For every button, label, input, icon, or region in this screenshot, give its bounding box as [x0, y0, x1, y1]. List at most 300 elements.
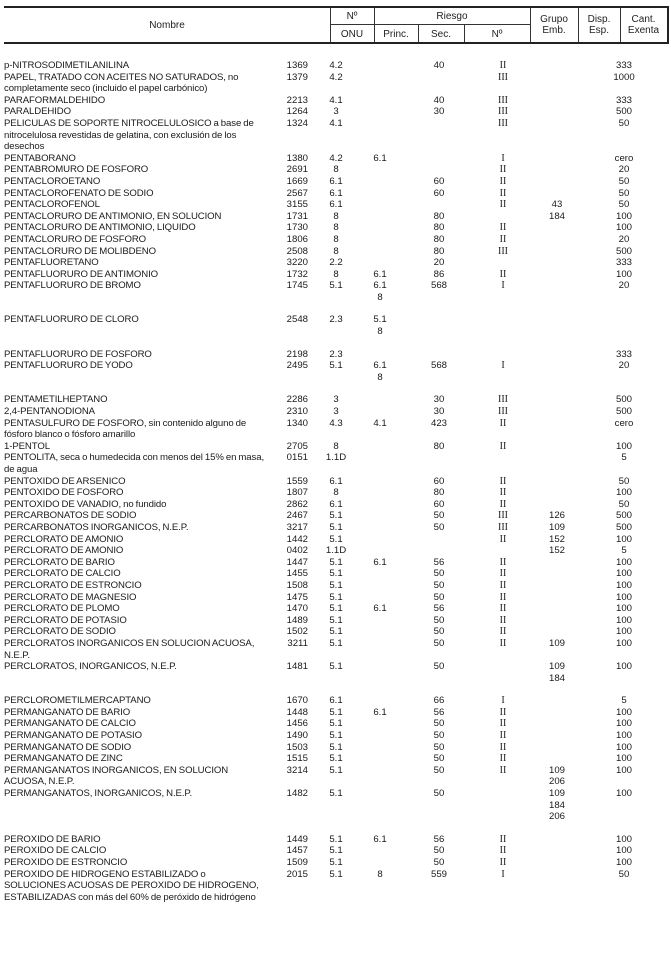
table-row — [4, 534, 667, 546]
cell-riesgo-no: 50 — [433, 521, 445, 533]
table-row — [4, 730, 667, 742]
cell-nombre: PENTACLORURO DE ANTIMONIO, EN SOLUCION — [4, 210, 222, 222]
cell-grupo-emb: II — [499, 603, 507, 615]
cell-onu: 1730 — [286, 222, 308, 234]
cell-nombre: PERMANGANATO DE SODIO — [4, 741, 132, 753]
cell-onu: 3155 — [286, 199, 308, 211]
cell-nombre: PERCLORATO DE ESTRONCIO — [4, 579, 142, 591]
cell-grupo-emb: II — [499, 637, 507, 649]
cell-nombre: PEROXIDO DE HIDROGENO ESTABILIZADO o SOLUCIONES ACUOSAS DE PEROXIDO DE HIDROGENO, ESTABILIZADAS con más del 60% de peróxido de hidrógeno — [4, 868, 259, 903]
cell-cant-exenta: 100 — [615, 603, 632, 615]
table-row — [4, 545, 667, 557]
cell-onu: 1731 — [286, 210, 308, 222]
cell-nombre: PERCLORATO DE POTASIO — [4, 614, 127, 626]
cell-onu: 1559 — [286, 475, 308, 487]
cell-grupo-emb: II — [499, 626, 507, 638]
cell-riesgo-no: 80 — [433, 245, 445, 257]
header-no: Nº — [346, 10, 358, 22]
cell-grupo-emb: II — [499, 556, 507, 568]
cell-riesgo-princ: 2.2 — [329, 257, 343, 269]
cell-onu: 1807 — [286, 487, 308, 499]
cell-riesgo-sec: 6.1 — [373, 833, 387, 845]
cell-grupo-emb: II — [499, 533, 507, 545]
cell-riesgo-sec: 6.1 8 — [373, 360, 387, 383]
cell-riesgo-no: 60 — [433, 187, 445, 199]
header-princ: Princ. — [383, 28, 409, 40]
cell-riesgo-princ: 3 — [333, 106, 339, 118]
cell-grupo-emb: III — [498, 406, 508, 418]
cell-onu: 1379 — [286, 71, 308, 83]
table-row — [4, 857, 667, 869]
cell-onu: 2198 — [286, 348, 308, 360]
cell-grupo-emb: II — [499, 845, 507, 857]
table-row — [4, 522, 667, 534]
table-row — [4, 834, 667, 846]
cell-onu: 1515 — [286, 753, 308, 765]
cell-riesgo-princ: 5.1 — [329, 556, 343, 568]
cell-nombre: PENTACLOROFENATO DE SODIO — [4, 187, 154, 199]
cell-nombre: 1-PENTOL — [4, 440, 50, 452]
cell-riesgo-no: 50 — [433, 591, 445, 603]
cell-onu: 1732 — [286, 268, 308, 280]
table-row — [4, 188, 667, 200]
table-row — [4, 418, 667, 441]
cell-riesgo-no: 20 — [433, 257, 445, 269]
cell-grupo-emb: II — [499, 487, 507, 499]
cell-riesgo-princ: 5.1 — [329, 833, 343, 845]
cell-onu: 1509 — [286, 857, 308, 869]
cell-grupo-emb: III — [498, 117, 508, 129]
cell-riesgo-no: 50 — [433, 510, 445, 522]
cell-cant-exenta: 50 — [618, 117, 630, 129]
cell-onu: 1264 — [286, 106, 308, 118]
table-row — [4, 280, 667, 303]
cell-riesgo-princ: 6.1 — [329, 475, 343, 487]
cell-disp-esp: 109 — [548, 521, 565, 533]
cell-riesgo-princ: 5.1 — [329, 510, 343, 522]
cell-grupo-emb: II — [499, 164, 507, 176]
header-grupo: Grupo — [540, 14, 568, 25]
cell-onu: 1324 — [286, 117, 308, 129]
header-exenta: Exenta — [627, 25, 660, 36]
cell-riesgo-sec: 6.1 — [373, 603, 387, 615]
table-row — [4, 257, 667, 269]
cell-riesgo-sec: 6.1 — [373, 268, 387, 280]
cell-cant-exenta: 5 — [621, 695, 627, 707]
table-row — [4, 222, 667, 234]
cell-riesgo-sec: 4.1 — [373, 417, 387, 429]
cell-nombre: PENTASULFURO DE FOSFORO, sin contenido alguno de fósforo blanco o fósforo amarillo — [4, 417, 247, 441]
cell-riesgo-princ: 8 — [333, 222, 339, 234]
table-header — [4, 6, 669, 44]
table-row — [4, 487, 667, 499]
table-row — [4, 592, 667, 604]
table-row — [4, 707, 667, 719]
table-row — [4, 60, 667, 72]
cell-cant-exenta: 100 — [615, 764, 632, 776]
cell-disp-esp: 126 — [548, 510, 565, 522]
cell-cant-exenta: 50 — [618, 498, 630, 510]
cell-nombre: PERMANGANATO DE CALCIO — [4, 718, 136, 730]
cell-riesgo-princ: 5.1 — [329, 868, 343, 880]
cell-riesgo-no: 40 — [433, 94, 445, 106]
cell-nombre: PENTABROMURO DE FOSFORO — [4, 164, 149, 176]
cell-riesgo-princ: 4.2 — [329, 71, 343, 83]
cell-riesgo-princ: 6.1 — [329, 498, 343, 510]
cell-onu: 1481 — [286, 661, 308, 673]
cell-riesgo-no: 80 — [433, 233, 445, 245]
cell-cant-exenta: 5 — [621, 545, 627, 557]
cell-riesgo-no: 50 — [433, 718, 445, 730]
cell-nombre: PENTAFLUORURO DE ANTIMONIO — [4, 268, 158, 280]
cell-onu: 1806 — [286, 233, 308, 245]
cell-riesgo-princ: 5.1 — [329, 788, 343, 800]
cell-grupo-emb: II — [499, 440, 507, 452]
cell-onu: 1502 — [286, 626, 308, 638]
cell-riesgo-no: 56 — [433, 833, 445, 845]
cell-cant-exenta: 20 — [618, 280, 630, 292]
cell-onu: 2705 — [286, 440, 308, 452]
cell-riesgo-no: 50 — [433, 579, 445, 591]
cell-riesgo-princ: 4.2 — [329, 60, 343, 71]
table-row — [4, 718, 667, 730]
cell-riesgo-sec: 6.1 — [373, 556, 387, 568]
cell-nombre: PENTAMETILHEPTANO — [4, 394, 108, 406]
cell-grupo-emb: III — [498, 394, 508, 406]
table-row — [4, 742, 667, 754]
table-body — [4, 60, 667, 903]
cell-onu: 2508 — [286, 245, 308, 257]
cell-nombre: PERCLORATO DE CALCIO — [4, 568, 121, 580]
table-row — [4, 788, 667, 823]
cell-nombre: PEROXIDO DE ESTRONCIO — [4, 857, 128, 869]
cell-nombre: PENTACLORURO DE FOSFORO — [4, 233, 147, 245]
cell-grupo-emb: III — [498, 521, 508, 533]
cell-grupo-emb: III — [498, 94, 508, 106]
cell-nombre: PERCLORATO DE PLOMO — [4, 603, 120, 615]
cell-nombre: PENTOXIDO DE ARSENICO — [4, 475, 126, 487]
cell-riesgo-princ: 5.1 — [329, 614, 343, 626]
cell-riesgo-princ: 1.1D — [325, 545, 347, 557]
cell-riesgo-no: 80 — [433, 440, 445, 452]
cell-grupo-emb: II — [499, 591, 507, 603]
cell-riesgo-sec: 6.1 — [373, 706, 387, 718]
table-row — [4, 499, 667, 511]
cell-riesgo-princ: 8 — [333, 245, 339, 257]
header-sec: Sec. — [430, 28, 451, 40]
cell-cant-exenta: 100 — [615, 626, 632, 638]
cell-riesgo-princ: 8 — [333, 440, 339, 452]
header-nombre: Nombre — [149, 19, 185, 31]
cell-nombre: PENTAFLUORURO DE BROMO — [4, 280, 141, 292]
cell-grupo-emb: III — [498, 510, 508, 522]
cell-grupo-emb: III — [498, 245, 508, 257]
table-row — [4, 360, 667, 383]
cell-riesgo-princ: 8 — [333, 233, 339, 245]
cell-cant-exenta: 100 — [615, 568, 632, 580]
cell-cant-exenta: 100 — [615, 718, 632, 730]
table-row — [4, 72, 667, 95]
cell-riesgo-princ: 5.1 — [329, 603, 343, 615]
cell-riesgo-princ: 6.1 — [329, 695, 343, 707]
cell-riesgo-no: 30 — [433, 394, 445, 406]
cell-nombre: PENTACLORURO DE ANTIMONIO, LIQUIDO — [4, 222, 196, 234]
table-row — [4, 476, 667, 488]
cell-onu: 1669 — [286, 175, 308, 187]
table-row — [4, 638, 667, 661]
cell-cant-exenta: 50 — [618, 175, 630, 187]
cell-cant-exenta: 100 — [615, 579, 632, 591]
table-row — [4, 406, 667, 418]
cell-grupo-emb: I — [501, 152, 505, 164]
cell-onu: 2495 — [286, 360, 308, 372]
cell-cant-exenta: 100 — [615, 788, 632, 800]
table-row — [4, 452, 667, 475]
cell-riesgo-no: 50 — [433, 614, 445, 626]
cell-riesgo-princ: 4.1 — [329, 117, 343, 129]
cell-riesgo-no: 559 — [430, 868, 447, 880]
cell-grupo-emb: II — [499, 498, 507, 510]
cell-disp-esp: 152 — [548, 545, 565, 557]
cell-cant-exenta: 100 — [615, 210, 632, 222]
cell-riesgo-no: 56 — [433, 706, 445, 718]
cell-grupo-emb: I — [501, 280, 505, 292]
cell-nombre: PERCLORATO DE SODIO — [4, 626, 116, 638]
cell-onu: 3220 — [286, 257, 308, 269]
cell-onu: 1456 — [286, 718, 308, 730]
cell-cant-exenta: cero — [614, 417, 634, 429]
cell-cant-exenta: 500 — [615, 394, 632, 406]
cell-onu: 1340 — [286, 417, 308, 429]
table-row — [4, 580, 667, 592]
cell-riesgo-princ: 5.1 — [329, 706, 343, 718]
cell-riesgo-princ: 5.1 — [329, 360, 343, 372]
cell-riesgo-princ: 5.1 — [329, 857, 343, 869]
cell-onu: 1475 — [286, 591, 308, 603]
cell-cant-exenta: 500 — [615, 510, 632, 522]
cell-onu: 2862 — [286, 498, 308, 510]
cell-riesgo-sec: 8 — [377, 868, 383, 880]
cell-cant-exenta: cero — [614, 152, 634, 164]
cell-cant-exenta: 100 — [615, 487, 632, 499]
cell-onu: 1470 — [286, 603, 308, 615]
cell-cant-exenta: 100 — [615, 222, 632, 234]
cell-grupo-emb: II — [499, 175, 507, 187]
cell-cant-exenta: 100 — [615, 845, 632, 857]
table-row — [4, 164, 667, 176]
cell-riesgo-no: 40 — [433, 60, 445, 71]
cell-onu: 2467 — [286, 510, 308, 522]
cell-cant-exenta: 333 — [615, 257, 632, 269]
cell-riesgo-no: 80 — [433, 210, 445, 222]
cell-grupo-emb: III — [498, 71, 508, 83]
cell-nombre: PARALDEHIDO — [4, 106, 71, 118]
cell-onu: 1508 — [286, 579, 308, 591]
cell-onu: 1670 — [286, 695, 308, 707]
cell-riesgo-no: 50 — [433, 764, 445, 776]
table-row — [4, 394, 667, 406]
cell-nombre: PELICULAS DE SOPORTE NITROCELULOSICO a base de nitrocelulosa revestidas de gelatina, con exclusión de los desechos — [4, 117, 254, 153]
cell-grupo-emb: II — [499, 730, 507, 742]
cell-cant-exenta: 50 — [618, 475, 630, 487]
cell-cant-exenta: 100 — [615, 591, 632, 603]
cell-grupo-emb: II — [499, 417, 507, 429]
table-row — [4, 568, 667, 580]
cell-riesgo-no: 50 — [433, 741, 445, 753]
cell-riesgo-princ: 4.3 — [329, 417, 343, 429]
cell-riesgo-sec: 5.1 8 — [373, 314, 387, 338]
cell-riesgo-princ: 5.1 — [329, 730, 343, 742]
cell-riesgo-princ: 2.3 — [329, 314, 343, 326]
cell-grupo-emb: I — [501, 695, 505, 707]
cell-cant-exenta: 100 — [615, 741, 632, 753]
cell-cant-exenta: 333 — [615, 348, 632, 360]
cell-cant-exenta: 1000 — [613, 71, 635, 83]
cell-nombre: PENTOXIDO DE VANADIO, no fundido — [4, 498, 167, 510]
table-row — [4, 441, 667, 453]
cell-riesgo-no: 50 — [433, 788, 445, 800]
header-grupo-emb — [530, 10, 578, 40]
cell-nombre: PENTAFLUORURO DE CLORO — [4, 314, 139, 326]
cell-riesgo-no: 80 — [433, 222, 445, 234]
cell-riesgo-no: 50 — [433, 661, 445, 673]
cell-riesgo-princ: 1.1D — [325, 452, 347, 464]
cell-riesgo-sec: 6.1 8 — [373, 280, 387, 303]
cell-nombre: PERCLORATO DE MAGNESIO — [4, 591, 137, 603]
divider — [330, 24, 530, 25]
cell-grupo-emb: II — [499, 475, 507, 487]
table-row — [4, 246, 667, 258]
cell-cant-exenta: 500 — [615, 521, 632, 533]
cell-riesgo-princ: 5.1 — [329, 280, 343, 292]
cell-nombre: PERMANGANATOS, INORGANICOS, N.E.P. — [4, 788, 193, 800]
cell-nombre: PENTACLORURO DE MOLIBDENO — [4, 245, 156, 257]
header-riesgo-no: Nº — [491, 28, 503, 40]
cell-cant-exenta: 333 — [615, 60, 632, 71]
cell-nombre: PEROXIDO DE CALCIO — [4, 845, 107, 857]
cell-nombre: PERMANGANATOS INORGANICOS, EN SOLUCION ACUOSA, N.E.P. — [4, 764, 229, 788]
cell-cant-exenta: 100 — [615, 556, 632, 568]
table-row — [4, 349, 667, 361]
cell-riesgo-no: 50 — [433, 568, 445, 580]
cell-nombre: PENTABORANO — [4, 152, 76, 164]
cell-nombre: PENTAFLUORURO DE YODO — [4, 360, 133, 372]
cell-riesgo-princ: 5.1 — [329, 764, 343, 776]
cell-nombre: PERMANGANATO DE ZINC — [4, 753, 123, 765]
cell-nombre: PERCLOROMETILMERCAPTANO — [4, 695, 151, 707]
cell-cant-exenta: 20 — [618, 164, 630, 176]
cell-grupo-emb: II — [499, 857, 507, 869]
cell-grupo-emb: II — [499, 568, 507, 580]
cell-cant-exenta: 50 — [618, 187, 630, 199]
cell-cant-exenta: 100 — [615, 730, 632, 742]
cell-disp-esp: 184 — [548, 210, 565, 222]
cell-riesgo-no: 30 — [433, 406, 445, 418]
table-row — [4, 199, 667, 211]
cell-cant-exenta: 100 — [615, 440, 632, 452]
cell-cant-exenta: 100 — [615, 637, 632, 649]
table-row — [4, 153, 667, 165]
cell-riesgo-princ: 6.1 — [329, 199, 343, 211]
cell-cant-exenta: 100 — [615, 268, 632, 280]
cell-grupo-emb: II — [499, 753, 507, 765]
cell-riesgo-princ: 5.1 — [329, 521, 343, 533]
table-row — [4, 695, 667, 707]
cell-onu: 1448 — [286, 706, 308, 718]
cell-nombre: PENTACLOROFENOL — [4, 199, 100, 211]
cell-cant-exenta: 333 — [615, 94, 632, 106]
cell-nombre: 2,4-PENTANODIONA — [4, 406, 95, 418]
cell-cant-exenta: 5 — [621, 452, 627, 464]
cell-onu: 2310 — [286, 406, 308, 418]
header-disp-esp — [578, 10, 620, 40]
cell-grupo-emb: II — [499, 222, 507, 234]
cell-riesgo-princ: 5.1 — [329, 661, 343, 673]
cell-cant-exenta: 100 — [615, 753, 632, 765]
cell-grupo-emb: I — [501, 360, 505, 372]
cell-riesgo-no: 568 — [430, 280, 447, 292]
cell-cant-exenta: 50 — [618, 868, 630, 880]
cell-riesgo-no: 50 — [433, 626, 445, 638]
table-row — [4, 118, 667, 153]
cell-cant-exenta: 100 — [615, 706, 632, 718]
cell-nombre: PERMANGANATO DE POTASIO — [4, 730, 142, 742]
cell-riesgo-princ: 5.1 — [329, 568, 343, 580]
cell-riesgo-no: 80 — [433, 487, 445, 499]
cell-nombre: PENTACLOROETANO — [4, 175, 101, 187]
cell-grupo-emb: II — [499, 187, 507, 199]
cell-grupo-emb: III — [498, 106, 508, 118]
cell-nombre: PERMANGANATO DE BARIO — [4, 706, 131, 718]
table-row — [4, 765, 667, 788]
cell-grupo-emb: II — [499, 233, 507, 245]
cell-riesgo-no: 568 — [430, 360, 447, 372]
table-row — [4, 314, 667, 337]
cell-riesgo-princ: 3 — [333, 406, 339, 418]
cell-onu: 2213 — [286, 94, 308, 106]
cell-nombre: PERCARBONATOS DE SODIO — [4, 510, 137, 522]
cell-nombre: PERCLORATO DE AMONIO — [4, 533, 124, 545]
cell-riesgo-princ: 4.2 — [329, 152, 343, 164]
cell-onu: 1455 — [286, 568, 308, 580]
cell-nombre: p-NITROSODIMETILANILINA — [4, 60, 130, 71]
cell-onu: 3211 — [287, 637, 308, 649]
cell-riesgo-no: 66 — [433, 695, 445, 707]
cell-onu: 1449 — [286, 833, 308, 845]
table-row — [4, 106, 667, 118]
header-disp: Disp. — [587, 14, 611, 25]
header-riesgo: Riesgo — [436, 10, 468, 22]
table-row — [4, 176, 667, 188]
cell-nombre: PAPEL, TRATADO CON ACEITES NO SATURADOS, no completamente seco (incluido el papel carbónico) — [4, 71, 239, 95]
cell-onu: 1503 — [286, 741, 308, 753]
cell-grupo-emb: II — [499, 614, 507, 626]
cell-onu: 3217 — [286, 521, 308, 533]
cell-riesgo-no: 423 — [430, 417, 447, 429]
cell-riesgo-princ: 5.1 — [329, 533, 343, 545]
cell-grupo-emb: II — [499, 741, 507, 753]
table-row — [4, 615, 667, 627]
cell-onu: 2548 — [286, 314, 308, 326]
cell-nombre: PENTOLITA, seca o humedecida con menos del 15% en masa, de agua — [4, 452, 265, 475]
cell-onu: 1457 — [286, 845, 308, 857]
cell-onu: 2567 — [286, 187, 308, 199]
cell-onu: 3214 — [286, 764, 308, 776]
cell-onu: 1447 — [286, 556, 308, 568]
cell-disp-esp: 109 184 206 — [548, 788, 565, 823]
cell-grupo-emb: II — [499, 764, 507, 776]
cell-nombre: PERCLORATOS INORGANICOS EN SOLUCION ACUOSA, N.E.P. — [4, 637, 255, 661]
